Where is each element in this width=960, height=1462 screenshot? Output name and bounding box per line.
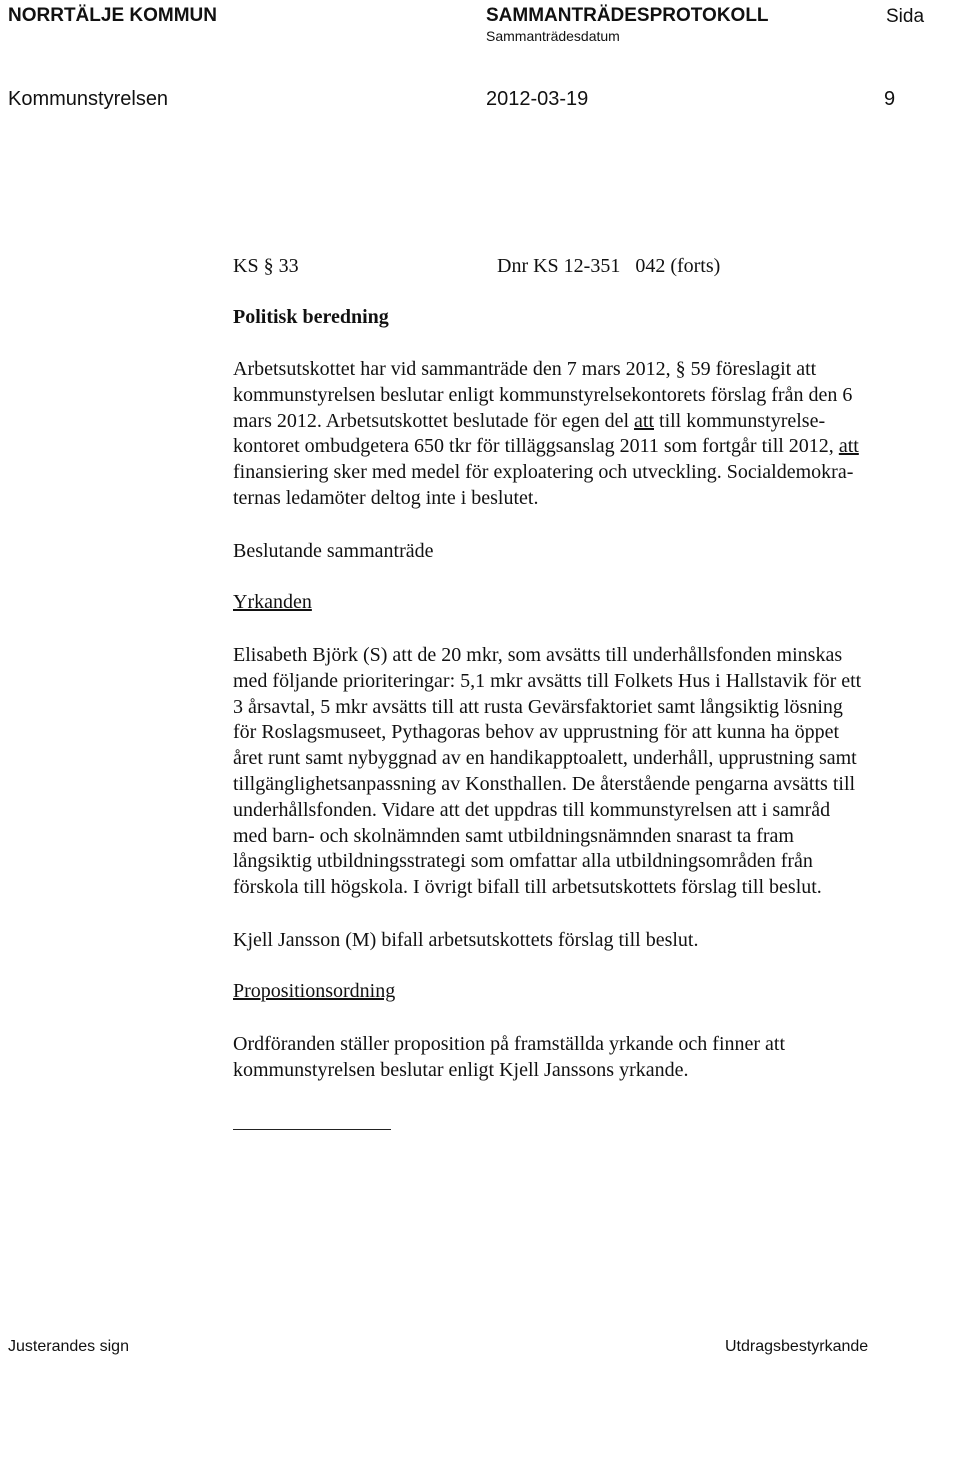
date-label: Sammanträdesdatum (486, 28, 620, 44)
text-line: året runt samt nybyggnad av en handikapptoalett, underhåll, upprustning samt (233, 747, 857, 770)
footer-utdragsbestyrkande: Utdragsbestyrkande (725, 1338, 869, 1355)
text-line: kommunstyrelsen beslutar enligt kommunstyrelsekontorets förslag från den 6 (233, 383, 853, 406)
committee-name: Kommunstyrelsen (8, 88, 169, 110)
yrkande-jansson: Kjell Jansson (M) bifall arbetsutskottets förslag till beslut. (233, 929, 699, 951)
text-line: långsiktig utbildningsstrategi som omfattar alla utbildningsområden från (233, 850, 813, 873)
text-line: Ordföranden ställer proposition på framställda yrkande och finner att (233, 1033, 786, 1055)
underlined-att: att (838, 435, 859, 458)
text-line: för Roslagsmuseet, Pythagoras behov av upprustning för att kunna ha öppet (233, 721, 839, 744)
underlined-att: att (634, 409, 655, 432)
text-line: finansiering sker med medel för exploatering och utveckling. Socialdemokra- (233, 461, 854, 484)
text-line: 3 årsavtal, 5 mkr avsätts till att rusta Gevärsfaktoriet samt långsiktig lösning (233, 695, 843, 718)
text-line: med följande prioriteringar: 5,1 mkr avsätts till Folkets Hus i Hallstavik för ett (233, 669, 862, 692)
text-line: Arbetsutskottet har vid sammanträde den 7 mars 2012, § 59 föreslagit att (233, 358, 817, 380)
footer-justerandes-sign: Justerandes sign (8, 1338, 129, 1355)
text-line (233, 409, 943, 435)
text-line: förskola till högskola. I övrigt bifall till arbetsutskottets förslag till beslut. (233, 876, 822, 899)
case-dnr: Dnr KS 12-351 042 (forts) (497, 255, 721, 277)
text-fragment: mars 2012. Arbetsutskottet beslutade för egen del (233, 409, 635, 432)
politisk-beredning-text (233, 357, 943, 512)
case-paragraph: KS § 33 (233, 255, 299, 277)
text-fragment: kontoret ombudgetera 650 tkr för tilläggsanslag 2011 som fortgår till 2012, (233, 435, 839, 458)
subheading-yrkanden: Yrkanden (233, 591, 312, 613)
text-fragment: till kommunstyrelse- (654, 409, 826, 432)
page-number: 9 (884, 88, 896, 110)
page-label: Sida (886, 6, 925, 27)
text-line: med barn- och skolnämnden samt utbildningsnämnden snarast ta fram (233, 824, 794, 847)
yrkande-bjork (233, 643, 943, 901)
text-line (233, 434, 943, 460)
meeting-date: 2012-03-19 (486, 88, 589, 110)
text-line: kommunstyrelsen beslutar enligt Kjell Janssons yrkande. (233, 1058, 689, 1081)
text-line: tillgänglighetsanpassning av Konsthallen. De återstående pengarna avsätts till (233, 772, 856, 795)
text-line: Elisabeth Björk (S) att de 20 mkr, som avsätts till underhållsfonden minskas (233, 644, 843, 666)
document-type: SAMMANTRÄDESPROTOKOLL (486, 5, 769, 26)
section-heading-politisk-beredning: Politisk beredning (233, 306, 389, 328)
propositionsordning-text (233, 1032, 943, 1084)
text-line: underhållsfonden. Vidare att det uppdras till kommunstyrelsen att i samråd (233, 798, 831, 821)
municipality-name: NORRTÄLJE KOMMUN (8, 5, 217, 26)
text-line: ternas ledamöter deltog inte i beslutet. (233, 486, 539, 509)
subheading-propositionsordning: Propositionsordning (233, 980, 396, 1002)
closing-rule (233, 1129, 391, 1130)
section-heading-beslutande-sammantrade: Beslutande sammanträde (233, 540, 434, 562)
